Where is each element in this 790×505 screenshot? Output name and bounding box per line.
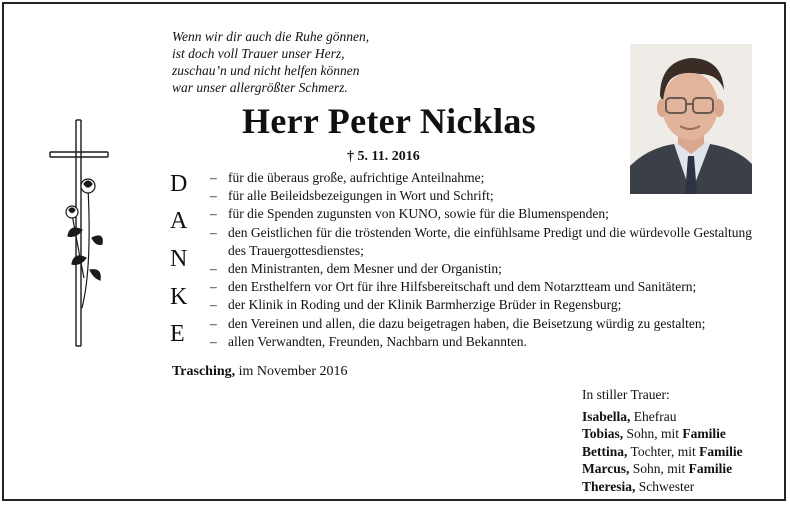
danke-letter: E (170, 321, 185, 347)
dash: – (210, 188, 217, 204)
dash: – (210, 206, 217, 222)
dash: – (210, 261, 217, 277)
mourners (582, 386, 743, 495)
list-item: – den Vereinen und allen, die dazu beigetragen haben, die Beisetzung würdig zu gestalten; (210, 315, 752, 333)
poem-line: Wenn wir dir auch die Ruhe gönnen, (172, 29, 370, 44)
list-item: – den Ersthelfern vor Ort für ihre Hilfsbereitschaft und dem Notarztteam und Sanitätern; (210, 278, 752, 296)
dash: – (210, 315, 217, 331)
poem-line: war unser allergrößter Schmerz. (172, 80, 348, 95)
danke-letter: K (170, 284, 188, 310)
list-item: – den Geistlichen für die tröstenden Worte, die einfühlsame Predigt und die würdevolle Gestaltung des Trauergottesdienstes; (210, 224, 752, 258)
danke-letter: A (170, 208, 188, 234)
dash: – (210, 224, 217, 240)
mourner-entry: Isabella, Ehefrau (582, 408, 677, 424)
death-date: † 5. 11. 2016 (347, 149, 420, 164)
dash: – (210, 279, 217, 295)
list-item: – allen Verwandten, Freunden, Nachbarn und Bekannten. (210, 333, 752, 351)
place-date: im November 2016 (238, 364, 348, 379)
place-and-date (172, 364, 348, 380)
poem-line: ist doch voll Trauer unser Herz, (172, 46, 345, 61)
thanks-list (210, 169, 752, 351)
mourner-entry: Tobias, Sohn, mit Familie (582, 426, 726, 441)
dash: – (210, 170, 217, 185)
list-item: – für die Spenden zugunsten von KUNO, sowie für die Blumenspenden; (210, 205, 752, 223)
mourner-entry: Bettina, Tochter, mit Familie (582, 443, 743, 459)
list-item: – den Ministranten, dem Mesner und der Organistin; (210, 260, 752, 278)
poem-line: zuschau’n und nicht helfen können (172, 63, 360, 78)
dash: – (210, 333, 217, 349)
cross-with-rose-icon (48, 118, 110, 348)
list-item: – der Klinik in Roding und der Klinik Barmherzige Brüder in Regensburg; (210, 296, 752, 314)
place-town: Trasching, (172, 364, 236, 379)
list-item: – für alle Beileidsbezeigungen in Wort und Schrift; (210, 187, 752, 205)
list-item: – für die überaus große, aufrichtige Anteilnahme; (210, 169, 752, 187)
mourner-entry: Marcus, Sohn, mit Familie (582, 461, 733, 476)
poem (172, 28, 369, 96)
deceased-name: Herr Peter Nicklas (242, 101, 536, 141)
danke-letter: N (170, 246, 188, 272)
mourners-heading: In stiller Trauer: (582, 387, 670, 402)
danke-letter: D (170, 171, 188, 197)
mourner-entry: Theresia, Schwester (582, 478, 695, 494)
dash: – (210, 297, 217, 313)
obituary-card (2, 2, 786, 501)
